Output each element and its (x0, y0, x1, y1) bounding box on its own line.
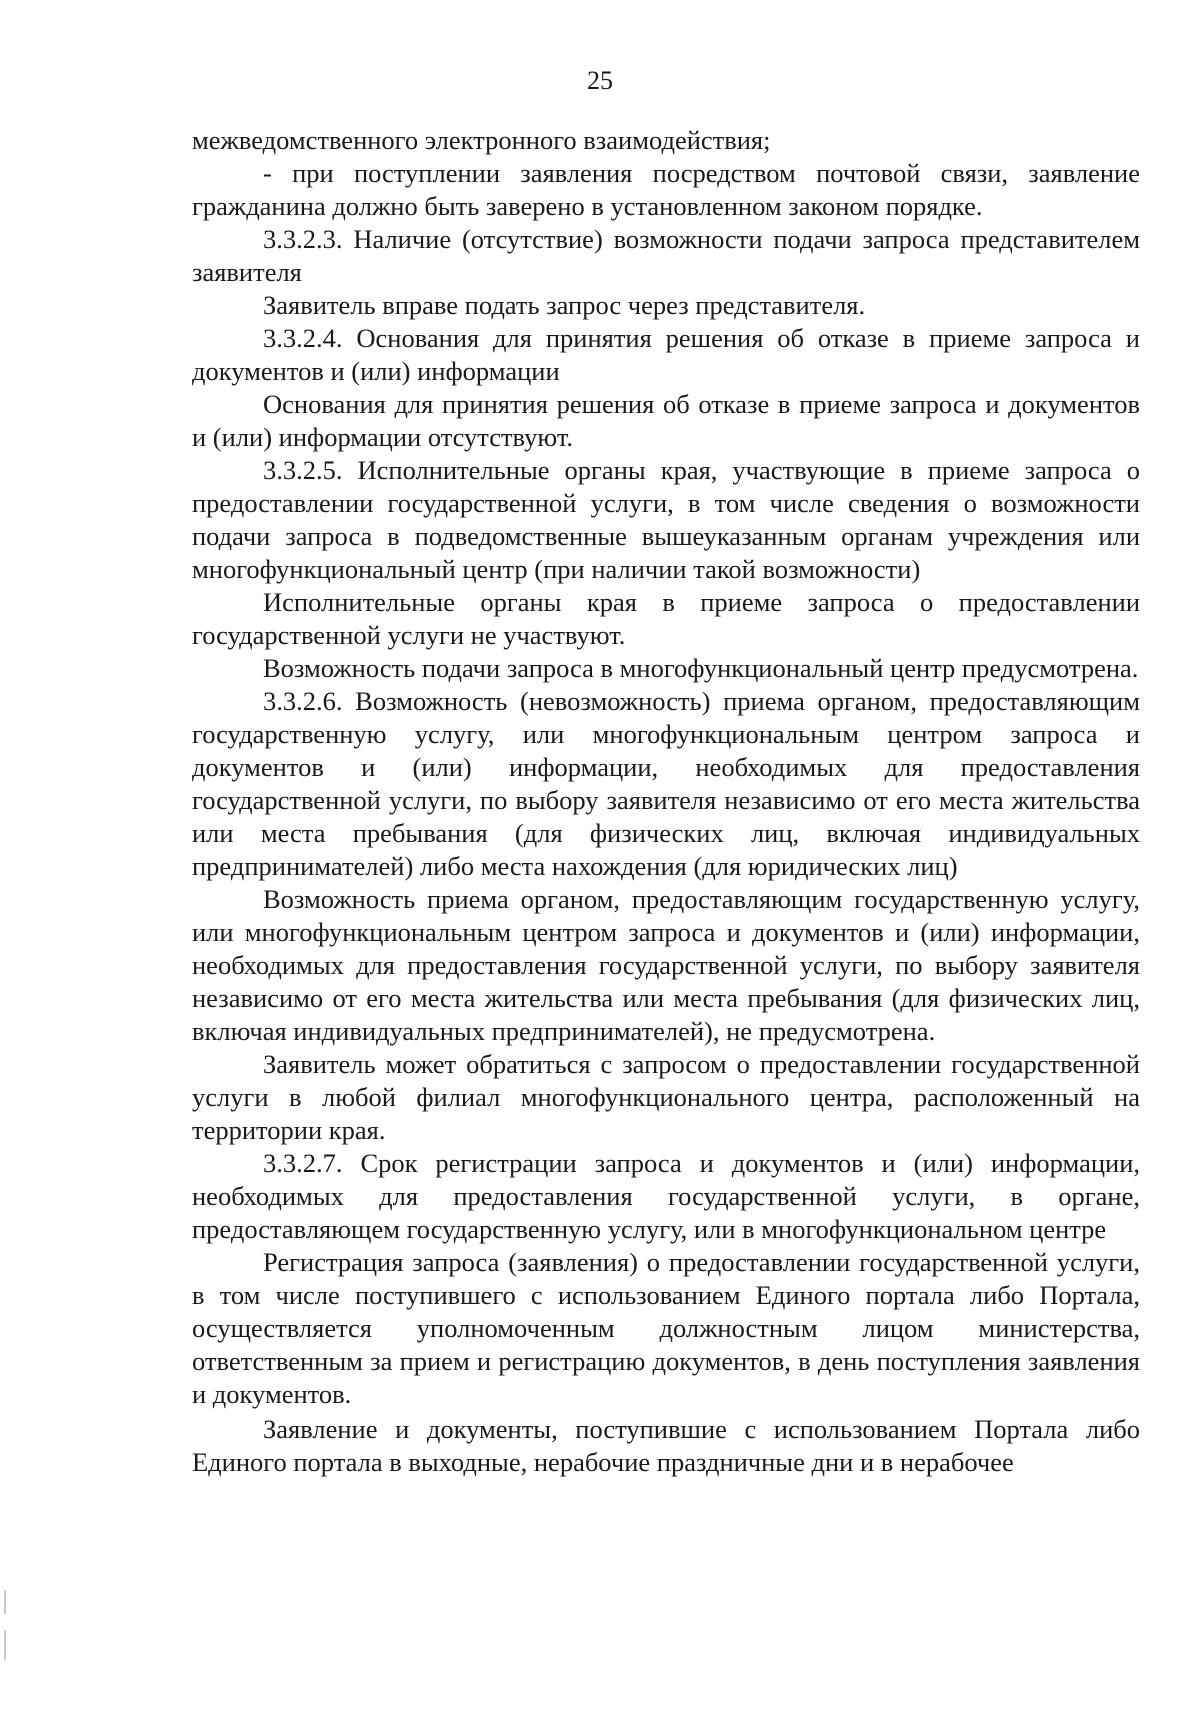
paragraph-2: - при поступлении заявления посредством почтовой связи, заявление гражданина должно быть заверено в установленном законом порядке. (192, 158, 1140, 221)
paragraph-9: Возможность подачи запроса в многофункциональный центр предусмотрена. (263, 653, 1139, 683)
paragraph-13-section-heading: 3.3.2.7. Срок регистрации запроса и документов и (или) информации, необходимых для предоставления государственной услуги, в органе, предоставляющем государственную услугу, или в многофункциональном центре (192, 1148, 1140, 1244)
paragraph-4: Заявитель вправе подать запрос через представителя. (263, 290, 866, 320)
paragraph-11: Возможность приема органом, предоставляющим государственную услугу, или многофункциональным центром запроса и документов и (или) информации, необходимых для предоставления государственной услуги, по выбору заявителя независимо от его места жительства или места пребывания (для физических лиц, включая индивидуальных предпринимателей), не предусмотрена. (192, 884, 1140, 1046)
paragraph-6: Основания для принятия решения об отказе в приеме запроса и документов и (или) информации отсутствуют. (192, 389, 1140, 452)
paragraph-1: межведомственного электронного взаимодействия; (192, 125, 771, 155)
paragraph-14: Регистрация запроса (заявления) о предоставлении государственной услуги, в том числе поступившего с использованием Единого портала либо Портала, осуществляется уполномоченным должностным лицом министерства, ответственным за прием и регистрацию документов, в день поступления заявления и документов. (192, 1247, 1140, 1409)
paragraph-7-section-heading: 3.3.2.5. Исполнительные органы края, участвующие в приеме запроса о предоставлении государственной услуги, в том числе сведения о возможности подачи запроса в подведомственные вышеуказанным органам учреждения или многофункциональный центр (при наличии такой возможности) (192, 455, 1140, 584)
document-body (192, 124, 1140, 1479)
paragraph-5-section-heading: 3.3.2.4. Основания для принятия решения об отказе в приеме запроса и документов и (или) информации (192, 323, 1140, 386)
paragraph-12: Заявитель может обратиться с запросом о предоставлении государственной услуги в любой филиал многофункционального центра, расположенный на территории края. (192, 1049, 1140, 1145)
paragraph-3-section-heading: 3.3.2.3. Наличие (отсутствие) возможности подачи запроса представителем заявителя (192, 224, 1140, 287)
page-number: 25 (587, 66, 613, 95)
paragraph-8: Исполнительные органы края в приеме запроса о предоставлении государственной услуги не участвуют. (192, 587, 1140, 650)
scan-artifact (4, 1630, 6, 1660)
paragraph-15: Заявление и документы, поступившие с использованием Портала либо Единого портала в выходные, нерабочие праздничные дни и в нерабочее (192, 1414, 1140, 1477)
scan-artifact (4, 1590, 6, 1614)
paragraph-10-section-heading: 3.3.2.6. Возможность (невозможность) приема органом, предоставляющим государственную услугу, или многофункциональным центром запроса и документов и (или) информации, необходимых для предоставления государственной услуги, по выбору заявителя независимо от его места жительства или места пребывания (для физических лиц, включая индивидуальных предпринимателей) либо места нахождения (для юридических лиц) (192, 686, 1140, 881)
